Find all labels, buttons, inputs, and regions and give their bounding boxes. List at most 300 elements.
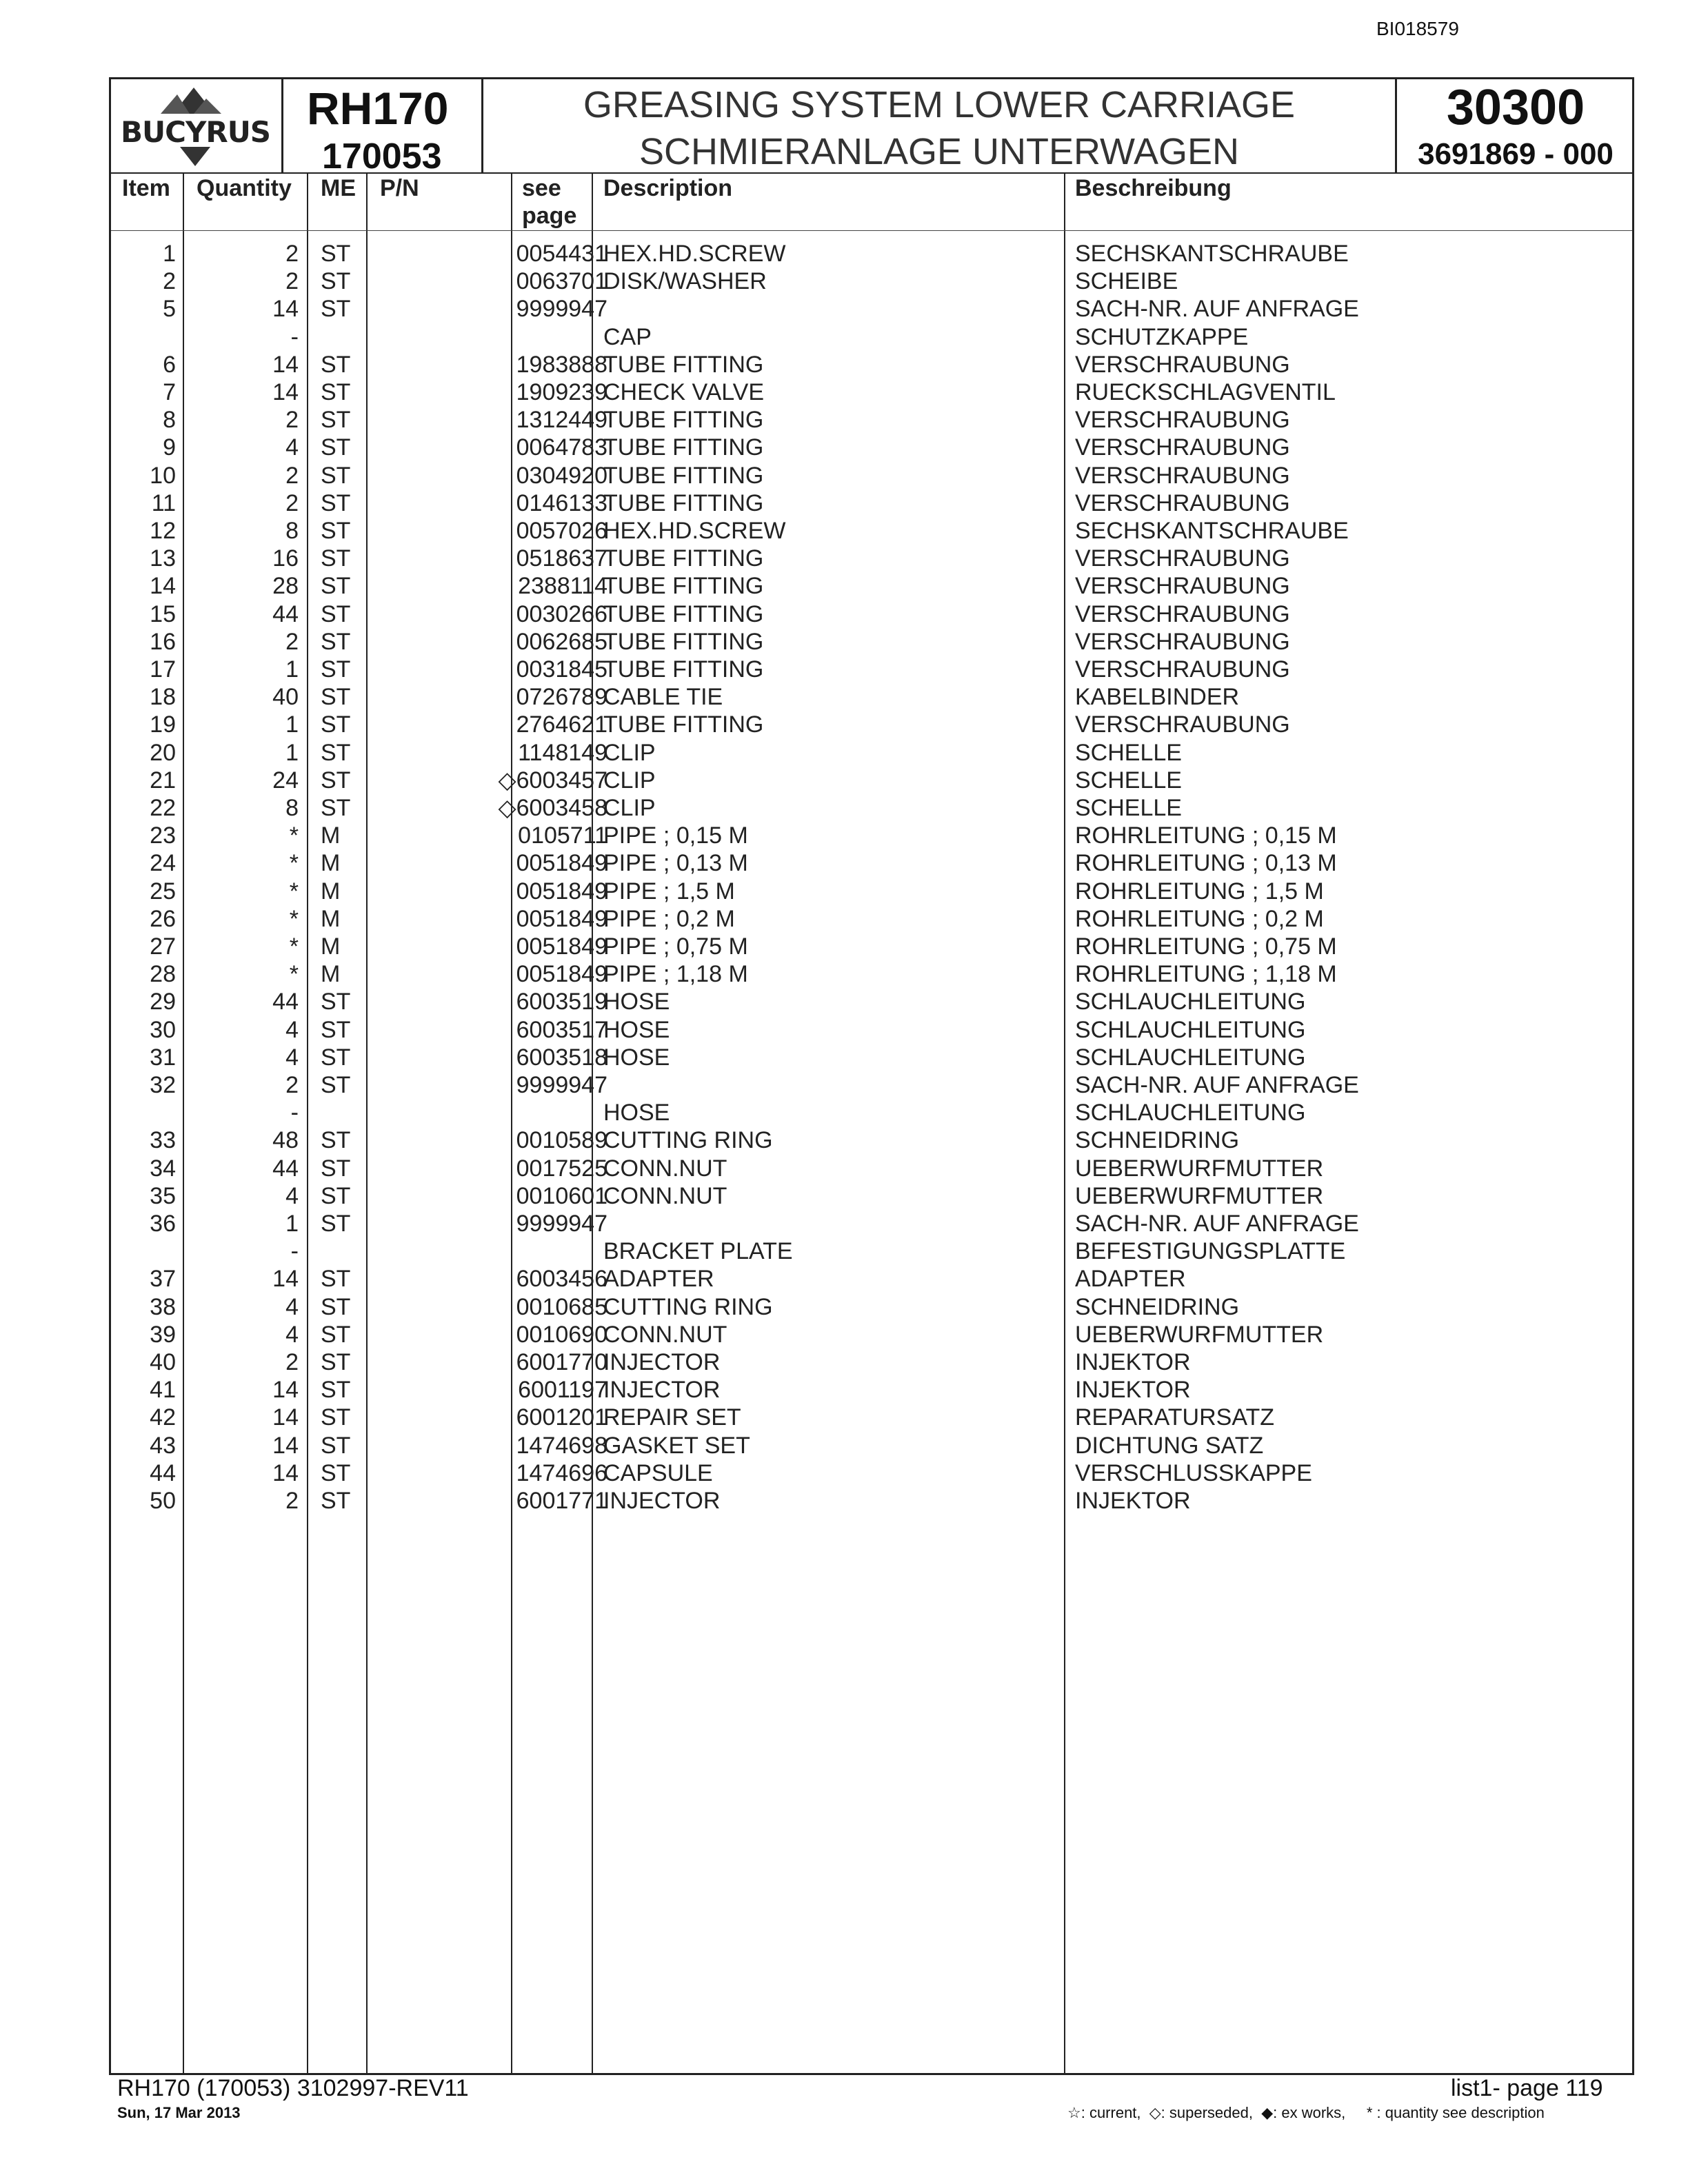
table-row [111, 656, 1632, 683]
table-row [111, 600, 1632, 628]
row-quantity: 24 [272, 767, 299, 793]
row-quantity: 4 [285, 1016, 299, 1043]
logo-text: BUCYRUS [121, 115, 271, 149]
row-quantity: 14 [272, 1459, 299, 1486]
row-beschreibung: KABELBINDER [1075, 684, 1240, 711]
row-description: TUBE FITTING [603, 407, 764, 434]
group-number: 30300 [1446, 80, 1585, 135]
row-item: 32 [150, 1072, 176, 1098]
row-description: PIPE ; 0,15 M [603, 822, 748, 849]
row-quantity: - [290, 1100, 299, 1126]
row-pn: 0063701 [516, 268, 607, 295]
row-item: 38 [150, 1293, 176, 1320]
row-pn: 0726789 [516, 684, 607, 711]
row-beschreibung: VERSCHRAUBUNG [1075, 600, 1290, 627]
row-description: PIPE ; 0,13 M [603, 850, 748, 877]
row-quantity: 16 [272, 545, 299, 572]
row-description: CAPSULE [603, 1459, 713, 1486]
row-item: 17 [150, 656, 176, 682]
row-pn: 6003518 [516, 1044, 607, 1071]
row-beschreibung: ROHRLEITUNG ; 0,2 M [1075, 905, 1324, 932]
row-quantity: 2 [285, 1488, 299, 1514]
row-me: ST [321, 407, 351, 434]
row-description: PIPE ; 1,18 M [603, 961, 748, 988]
row-quantity: 1 [285, 739, 299, 766]
row-quantity: 14 [272, 1377, 299, 1404]
row-quantity: 4 [285, 1044, 299, 1071]
row-item: 13 [150, 545, 176, 572]
row-item: 50 [150, 1488, 176, 1514]
row-beschreibung: ROHRLEITUNG ; 1,18 M [1075, 961, 1337, 988]
row-pn: 6003456 [516, 1266, 607, 1293]
row-beschreibung: RUECKSCHLAGVENTIL [1075, 379, 1336, 405]
row-description: DISK/WASHER [603, 268, 767, 295]
row-quantity: 44 [272, 600, 299, 627]
row-me: ST [321, 684, 351, 711]
row-pn: 2388114 [518, 573, 607, 600]
row-beschreibung: SCHNEIDRING [1075, 1293, 1240, 1320]
row-item: 10 [150, 462, 176, 489]
parts-table [109, 174, 1634, 2075]
row-description: TUBE FITTING [603, 351, 764, 378]
row-description: CLIP [603, 739, 656, 766]
row-quantity: * [289, 822, 299, 849]
row-item: 24 [150, 850, 176, 877]
row-item: 15 [150, 600, 176, 627]
table-row [111, 1376, 1632, 1404]
row-pn: 0010601 [516, 1182, 607, 1209]
row-pn: 0031845 [516, 656, 607, 682]
row-pn: 1312449 [516, 407, 607, 434]
row-beschreibung: SCHEIBE [1075, 268, 1178, 295]
row-quantity: 2 [285, 462, 299, 489]
row-beschreibung: DICHTUNG SATZ [1075, 1432, 1264, 1459]
row-item: 8 [163, 407, 176, 434]
row-item: 33 [150, 1127, 176, 1154]
row-pn: 2764621 [516, 711, 607, 738]
row-pn: 6003519 [516, 989, 607, 1015]
row-pn: 0051849 [516, 850, 607, 877]
row-pn: 0017525 [516, 1155, 607, 1182]
row-description: CLIP [603, 795, 656, 821]
row-item: 30 [150, 1016, 176, 1043]
row-pn: 0030266 [516, 600, 607, 627]
row-pn: ◇6003458 [498, 795, 607, 821]
row-quantity: 2 [285, 628, 299, 655]
row-item: 21 [150, 767, 176, 793]
row-item: 1 [163, 241, 176, 267]
column-header-see: see [522, 175, 561, 201]
row-me: M [321, 961, 341, 988]
row-me: ST [321, 434, 351, 461]
row-beschreibung: SCHUTZKAPPE [1075, 323, 1249, 350]
table-row [111, 489, 1632, 517]
table-row [111, 767, 1632, 794]
row-quantity: 44 [272, 1155, 299, 1182]
row-beschreibung: SCHLAUCHLEITUNG [1075, 1044, 1306, 1071]
row-me: ST [321, 711, 351, 738]
model-cell [283, 79, 483, 176]
table-row [111, 1044, 1632, 1071]
row-item: 12 [150, 518, 176, 544]
row-pn: 6001771 [516, 1488, 607, 1514]
row-description: CONN.NUT [603, 1321, 727, 1348]
row-pn: ◇6003457 [498, 767, 607, 793]
row-pn: 6001770 [516, 1349, 607, 1375]
row-beschreibung: VERSCHRAUBUNG [1075, 711, 1290, 738]
row-description: TUBE FITTING [603, 656, 764, 682]
row-me: ST [321, 1349, 351, 1375]
row-item: 41 [150, 1377, 176, 1404]
row-quantity: - [290, 1238, 299, 1265]
row-description: TUBE FITTING [603, 573, 764, 600]
row-beschreibung: SACH-NR. AUF ANFRAGE [1075, 1211, 1359, 1237]
row-beschreibung: VERSCHRAUBUNG [1075, 628, 1290, 655]
row-me: ST [321, 573, 351, 600]
row-description: REPAIR SET [603, 1404, 741, 1431]
column-header-beschreibung: Beschreibung [1075, 175, 1232, 201]
row-item: 18 [150, 684, 176, 711]
row-pn: 1148149 [518, 739, 607, 766]
row-item: 37 [150, 1266, 176, 1293]
row-me: ST [321, 1293, 351, 1320]
row-quantity: 2 [285, 407, 299, 434]
row-me: ST [321, 989, 351, 1015]
row-pn: 0010589 [516, 1127, 607, 1154]
row-description: ADAPTER [603, 1266, 714, 1293]
row-beschreibung: SCHLAUCHLEITUNG [1075, 1100, 1306, 1126]
row-me: ST [321, 1266, 351, 1293]
row-item: 20 [150, 739, 176, 766]
column-header-page: page [522, 203, 577, 229]
table-row [111, 988, 1632, 1015]
row-quantity: 1 [285, 1211, 299, 1237]
title-english: GREASING SYSTEM LOWER CARRIAGE [583, 84, 1296, 125]
row-me: ST [321, 600, 351, 627]
row-pn: 9999947 [516, 1072, 607, 1098]
table-row [111, 905, 1632, 933]
row-description: TUBE FITTING [603, 711, 764, 738]
row-beschreibung: VERSCHRAUBUNG [1075, 573, 1290, 600]
row-item: 42 [150, 1404, 176, 1431]
table-row [111, 822, 1632, 849]
row-me: ST [321, 489, 351, 516]
row-description: TUBE FITTING [603, 462, 764, 489]
row-me: ST [321, 1016, 351, 1043]
row-beschreibung: UEBERWURFMUTTER [1075, 1321, 1324, 1348]
row-item: 23 [150, 822, 176, 849]
header-block [109, 77, 1634, 174]
row-quantity: 14 [272, 379, 299, 405]
row-item: 28 [150, 961, 176, 988]
table-row [111, 1210, 1632, 1237]
row-item: 27 [150, 933, 176, 960]
row-description: BRACKET PLATE [603, 1238, 793, 1265]
row-quantity: 1 [285, 711, 299, 738]
footer-page-number: list1- page 119 [1451, 2075, 1603, 2101]
row-description: CUTTING RING [603, 1127, 773, 1154]
row-beschreibung: ROHRLEITUNG ; 1,5 M [1075, 878, 1324, 904]
footer-date: Sun, 17 Mar 2013 [117, 2104, 241, 2121]
table-row [111, 1237, 1632, 1265]
row-pn: 0518637 [516, 545, 607, 572]
row-pn: 6001201 [516, 1404, 607, 1431]
table-row [111, 960, 1632, 988]
row-beschreibung: VERSCHRAUBUNG [1075, 656, 1290, 682]
table-row [111, 628, 1632, 656]
row-quantity: * [289, 878, 299, 904]
row-description: GASKET SET [603, 1432, 750, 1459]
row-quantity: 8 [285, 795, 299, 821]
row-beschreibung: VERSCHRAUBUNG [1075, 545, 1290, 572]
row-item: 44 [150, 1459, 176, 1486]
table-row [111, 1459, 1632, 1487]
row-beschreibung: VERSCHLUSSKAPPE [1075, 1459, 1312, 1486]
row-me: ST [321, 1044, 351, 1071]
table-row [111, 517, 1632, 545]
row-beschreibung: SECHSKANTSCHRAUBE [1075, 518, 1349, 544]
row-description: TUBE FITTING [603, 600, 764, 627]
row-description: TUBE FITTING [603, 545, 764, 572]
row-me: ST [321, 1072, 351, 1098]
table-row [111, 1099, 1632, 1126]
table-row [111, 1155, 1632, 1182]
row-quantity: 48 [272, 1127, 299, 1154]
table-row [111, 295, 1632, 323]
row-me: ST [321, 1459, 351, 1486]
row-pn: 9999947 [516, 296, 607, 323]
header-divider [111, 230, 1632, 231]
row-pn: 0105711 [518, 822, 607, 849]
row-me: ST [321, 628, 351, 655]
row-me: ST [321, 351, 351, 378]
row-description: INJECTOR [603, 1349, 721, 1375]
row-quantity: 1 [285, 656, 299, 682]
row-description: CUTTING RING [603, 1293, 773, 1320]
row-beschreibung: SCHELLE [1075, 767, 1182, 793]
row-quantity: 14 [272, 351, 299, 378]
row-description: CONN.NUT [603, 1182, 727, 1209]
row-beschreibung: ADAPTER [1075, 1266, 1186, 1293]
serial-number: 170053 [322, 136, 442, 176]
table-row [111, 1348, 1632, 1376]
row-quantity: 2 [285, 1072, 299, 1098]
table-row [111, 1071, 1632, 1099]
row-description: CONN.NUT [603, 1155, 727, 1182]
row-quantity: * [289, 961, 299, 988]
row-pn: 0064783 [516, 434, 607, 461]
row-description: CAP [603, 323, 652, 350]
column-header-item: Item [122, 175, 170, 201]
row-quantity: 4 [285, 1293, 299, 1320]
row-me: ST [321, 795, 351, 821]
row-me: M [321, 905, 341, 932]
table-row [111, 1321, 1632, 1348]
table-row [111, 933, 1632, 960]
row-pn: 0051849 [516, 961, 607, 988]
row-beschreibung: REPARATURSATZ [1075, 1404, 1275, 1431]
row-me: ST [321, 1155, 351, 1182]
table-row [111, 1432, 1632, 1459]
row-me: ST [321, 296, 351, 323]
row-pn: 6003517 [516, 1016, 607, 1043]
row-item: 26 [150, 905, 176, 932]
row-me: ST [321, 1432, 351, 1459]
row-quantity: 14 [272, 1404, 299, 1431]
footer-doc-ref: RH170 (170053) 3102997-REV11 [117, 2075, 469, 2101]
row-quantity: 4 [285, 1321, 299, 1348]
title-cell [483, 79, 1397, 172]
table-row [111, 739, 1632, 767]
row-item: 25 [150, 878, 176, 904]
row-pn: 0010690 [516, 1321, 607, 1348]
table-row [111, 794, 1632, 822]
row-item: 40 [150, 1349, 176, 1375]
row-beschreibung: UEBERWURFMUTTER [1075, 1182, 1324, 1209]
row-beschreibung: SECHSKANTSCHRAUBE [1075, 241, 1349, 267]
table-row [111, 267, 1632, 295]
row-pn: 1909239 [516, 379, 607, 405]
row-description: PIPE ; 0,75 M [603, 933, 748, 960]
table-row [111, 378, 1632, 406]
row-me: ST [321, 1182, 351, 1209]
row-description: TUBE FITTING [603, 489, 764, 516]
table-row [111, 1182, 1632, 1210]
row-item: 36 [150, 1211, 176, 1237]
row-pn: 0051849 [516, 878, 607, 904]
table-row [111, 1016, 1632, 1044]
row-quantity: - [290, 323, 299, 350]
row-item: 5 [163, 296, 176, 323]
table-row [111, 1265, 1632, 1293]
row-pn: 0010685 [516, 1293, 607, 1320]
row-quantity: 14 [272, 1432, 299, 1459]
row-pn: 1983888 [516, 351, 607, 378]
row-beschreibung: UEBERWURFMUTTER [1075, 1155, 1324, 1182]
row-beschreibung: SCHLAUCHLEITUNG [1075, 1016, 1306, 1043]
table-row [111, 878, 1632, 905]
row-me: ST [321, 656, 351, 682]
row-quantity: 40 [272, 684, 299, 711]
row-pn: 0304920 [516, 462, 607, 489]
row-item: 14 [150, 573, 176, 600]
row-quantity: 4 [285, 1182, 299, 1209]
footer-legend: ☆: current, ◇: superseded, ◆: ex works, * : quantity see description [1067, 2104, 1545, 2121]
row-description: TUBE FITTING [603, 434, 764, 461]
row-beschreibung: ROHRLEITUNG ; 0,75 M [1075, 933, 1337, 960]
table-row [111, 1404, 1632, 1431]
row-item: 35 [150, 1182, 176, 1209]
row-quantity: 2 [285, 241, 299, 267]
row-description: CABLE TIE [603, 684, 723, 711]
title-german: SCHMIERANLAGE UNTERWAGEN [639, 131, 1240, 172]
row-beschreibung: VERSCHRAUBUNG [1075, 462, 1290, 489]
row-me: ST [321, 767, 351, 793]
row-beschreibung: VERSCHRAUBUNG [1075, 351, 1290, 378]
table-row [111, 406, 1632, 434]
row-beschreibung: VERSCHRAUBUNG [1075, 489, 1290, 516]
row-description: HOSE [603, 1044, 670, 1071]
row-me: ST [321, 545, 351, 572]
row-description: HOSE [603, 1016, 670, 1043]
row-beschreibung: SCHELLE [1075, 795, 1182, 821]
row-item: 19 [150, 711, 176, 738]
row-beschreibung: ROHRLEITUNG ; 0,15 M [1075, 822, 1337, 849]
row-me: ST [321, 1211, 351, 1237]
row-me: ST [321, 1488, 351, 1514]
column-header-pn: P/N [380, 175, 419, 201]
row-beschreibung: BEFESTIGUNGSPLATTE [1075, 1238, 1346, 1265]
drawing-number: 3691869 - 000 [1418, 137, 1614, 171]
row-pn: 1474696 [516, 1459, 607, 1486]
row-quantity: 4 [285, 434, 299, 461]
row-beschreibung: SCHELLE [1075, 739, 1182, 766]
row-pn: 6001197 [518, 1377, 607, 1404]
row-beschreibung: VERSCHRAUBUNG [1075, 407, 1290, 434]
row-item: 6 [163, 351, 176, 378]
table-row [111, 849, 1632, 877]
row-me: ST [321, 518, 351, 544]
row-description: HOSE [603, 1100, 670, 1126]
row-quantity: 2 [285, 268, 299, 295]
model-name: RH170 [307, 83, 449, 134]
table-row [111, 683, 1632, 711]
row-description: HEX.HD.SCREW [603, 518, 786, 544]
table-row [111, 323, 1632, 351]
row-description: CLIP [603, 767, 656, 793]
table-row [111, 434, 1632, 461]
row-description: PIPE ; 0,2 M [603, 905, 735, 932]
row-me: ST [321, 1404, 351, 1431]
row-item: 22 [150, 795, 176, 821]
row-quantity: * [289, 933, 299, 960]
row-item: 39 [150, 1321, 176, 1348]
number-cell [1397, 79, 1634, 172]
row-pn: 0051849 [516, 905, 607, 932]
row-pn: 0146133 [516, 489, 607, 516]
row-beschreibung: SCHNEIDRING [1075, 1127, 1240, 1154]
row-beschreibung: ROHRLEITUNG ; 0,13 M [1075, 850, 1337, 877]
row-me: ST [321, 379, 351, 405]
row-pn: 0051849 [516, 933, 607, 960]
row-description: PIPE ; 1,5 M [603, 878, 735, 904]
row-description: CHECK VALVE [603, 379, 765, 405]
row-quantity: 14 [272, 1266, 299, 1293]
row-description: HOSE [603, 989, 670, 1015]
column-header-description: Description [603, 175, 733, 201]
row-me: ST [321, 1127, 351, 1154]
table-row [111, 545, 1632, 572]
row-item: 7 [163, 379, 176, 405]
row-me: M [321, 822, 341, 849]
row-me: ST [321, 462, 351, 489]
row-quantity: * [289, 850, 299, 877]
table-row [111, 240, 1632, 267]
row-item: 2 [163, 268, 176, 295]
row-quantity: 2 [285, 489, 299, 516]
row-pn: 0054431 [516, 241, 607, 267]
row-pn: 1474698 [516, 1432, 607, 1459]
table-row [111, 1487, 1632, 1515]
row-item: 34 [150, 1155, 176, 1182]
row-me: M [321, 933, 341, 960]
logo-cell [111, 79, 283, 172]
column-header-quantity: Quantity [197, 175, 292, 201]
row-description: TUBE FITTING [603, 628, 764, 655]
row-item: 31 [150, 1044, 176, 1071]
row-description: INJECTOR [603, 1488, 721, 1514]
row-quantity: 28 [272, 573, 299, 600]
